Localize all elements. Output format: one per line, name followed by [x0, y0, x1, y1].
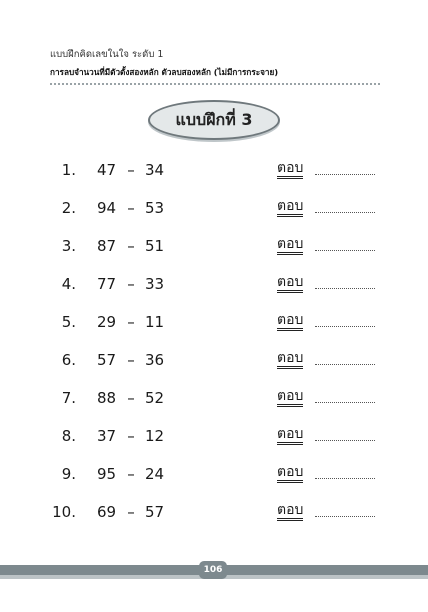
problem-number: 10. — [52, 503, 76, 521]
answer-label: ตอบ — [277, 389, 303, 407]
problem-number: 4. — [61, 275, 76, 293]
subtrahend: 11 — [145, 313, 165, 331]
answer-label: ตอบ — [277, 161, 303, 179]
header-subtitle: แบบฝึกคิดเลขในใจ ระดับ 1 — [50, 49, 164, 60]
problem-row — [0, 465, 428, 487]
problem-number: 6. — [61, 351, 76, 369]
answer-label: ตอบ — [277, 503, 303, 521]
subtrahend: 53 — [145, 199, 165, 217]
header-divider — [50, 83, 380, 85]
minuend: 69 — [97, 503, 117, 521]
minus-sign: – — [127, 351, 135, 369]
problem-row — [0, 427, 428, 449]
problem-number: 3. — [61, 237, 76, 255]
subtrahend: 52 — [145, 389, 165, 407]
problem-number: 2. — [61, 199, 76, 217]
problem-number: 7. — [61, 389, 76, 407]
answer-blank[interactable] — [315, 250, 375, 251]
minuend: 94 — [97, 199, 117, 217]
minuend: 57 — [97, 351, 117, 369]
problem-row — [0, 389, 428, 411]
page-number-badge: 106 — [199, 561, 227, 579]
answer-blank[interactable] — [315, 478, 375, 479]
problem-row — [0, 503, 428, 525]
answer-blank[interactable] — [315, 288, 375, 289]
minuend: 37 — [97, 427, 117, 445]
answer-label: ตอบ — [277, 465, 303, 483]
minus-sign: – — [127, 161, 135, 179]
subtrahend: 12 — [145, 427, 165, 445]
answer-blank[interactable] — [315, 174, 375, 175]
minus-sign: – — [127, 199, 135, 217]
subtrahend: 51 — [145, 237, 165, 255]
answer-blank[interactable] — [315, 440, 375, 441]
answer-blank[interactable] — [315, 364, 375, 365]
problem-row — [0, 313, 428, 335]
problem-number: 1. — [61, 161, 76, 179]
answer-blank[interactable] — [315, 402, 375, 403]
answer-blank[interactable] — [315, 326, 375, 327]
header-topic: การลบจำนวนที่มีตัวตั้งสองหลัก ตัวลบสองหลัก (ไม่มีการกระจาย) — [50, 67, 279, 77]
answer-blank[interactable] — [315, 516, 375, 517]
problem-number: 8. — [61, 427, 76, 445]
subtrahend: 36 — [145, 351, 165, 369]
answer-blank[interactable] — [315, 212, 375, 213]
problem-row — [0, 161, 428, 183]
minuend: 88 — [97, 389, 117, 407]
minus-sign: – — [127, 503, 135, 521]
problem-row — [0, 199, 428, 221]
problem-number: 9. — [61, 465, 76, 483]
answer-label: ตอบ — [277, 275, 303, 293]
minus-sign: – — [127, 389, 135, 407]
answer-label: ตอบ — [277, 351, 303, 369]
minuend: 77 — [97, 275, 117, 293]
problem-row — [0, 237, 428, 259]
answer-label: ตอบ — [277, 427, 303, 445]
subtrahend: 33 — [145, 275, 165, 293]
subtrahend: 57 — [145, 503, 165, 521]
problem-row — [0, 275, 428, 297]
minuend: 29 — [97, 313, 117, 331]
minus-sign: – — [127, 237, 135, 255]
problem-row — [0, 351, 428, 373]
minuend: 95 — [97, 465, 117, 483]
minus-sign: – — [127, 275, 135, 293]
subtrahend: 34 — [145, 161, 165, 179]
minus-sign: – — [127, 313, 135, 331]
minuend: 87 — [97, 237, 117, 255]
minus-sign: – — [127, 465, 135, 483]
answer-label: ตอบ — [277, 237, 303, 255]
minus-sign: – — [127, 427, 135, 445]
minuend: 47 — [97, 161, 117, 179]
subtrahend: 24 — [145, 465, 165, 483]
answer-label: ตอบ — [277, 313, 303, 331]
problem-number: 5. — [61, 313, 76, 331]
answer-label: ตอบ — [277, 199, 303, 217]
exercise-title: แบบฝึกที่ 3 — [148, 100, 280, 140]
